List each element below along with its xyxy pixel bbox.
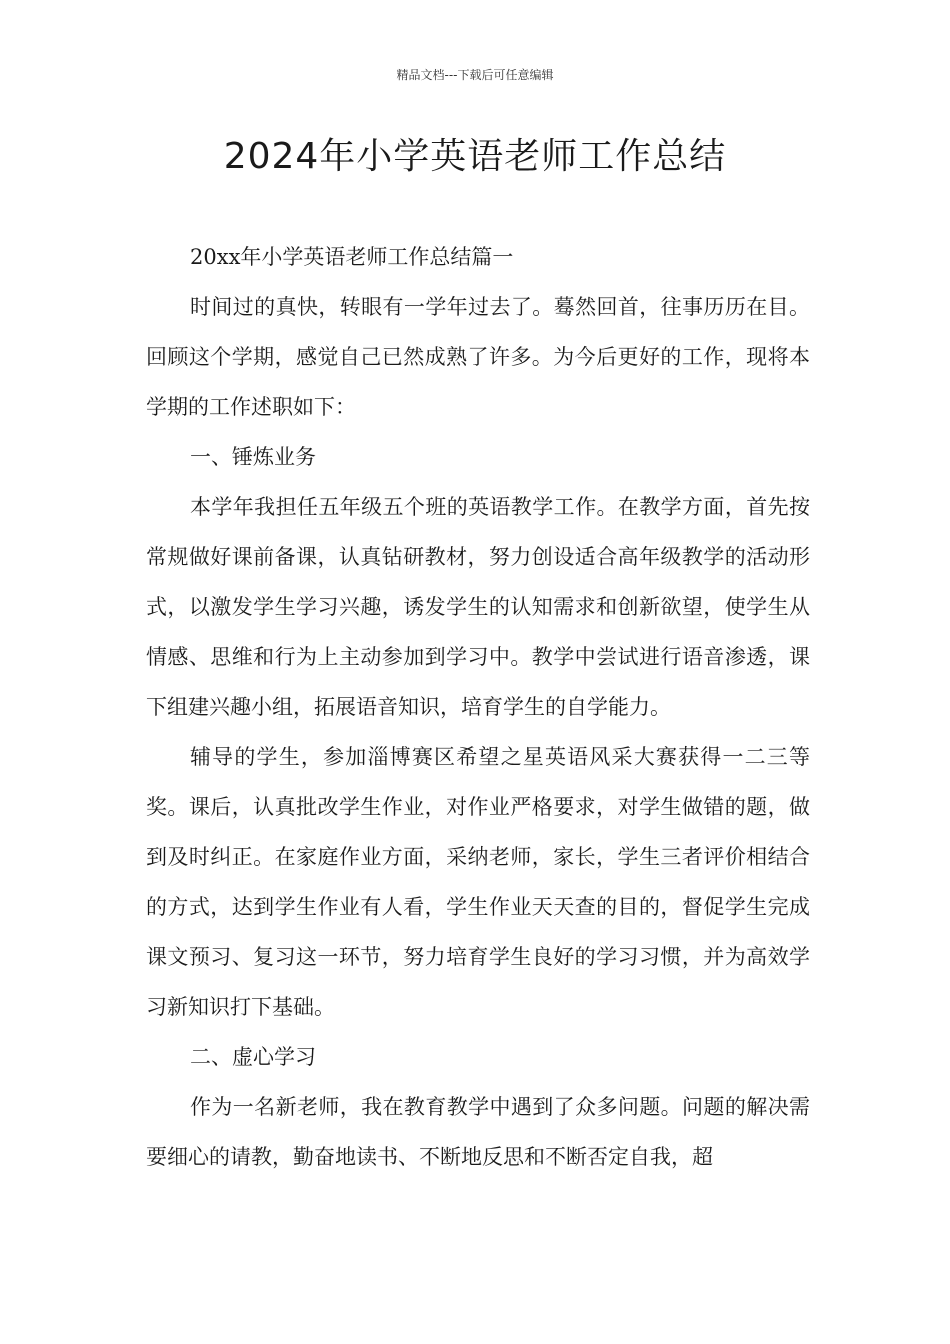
document-title: 2024年小学英语老师工作总结 (223, 136, 727, 177)
page-header: 精品文档---下载后可任意编辑 (396, 68, 554, 82)
body-paragraph: 作为一名新老师，我在教育教学中遇到了众多问题。问题的解决需要细心的请教，勤奋地读书、不断地反思和不断否定自我，超 (146, 1095, 810, 1169)
body-paragraph: 辅导的学生，参加淄博赛区希望之星英语风采大赛获得一二三等奖。课后，认真批改学生作业，对作业严格要求，对学生做错的题，做到及时纠正。在家庭作业方面，采纳老师，家长，学生三者评价相结合的方式，达到学生作业有人看，学生作业天天查的目的，督促学生完成课文预习、复习这一环节，努力培育学生良好的学习习惯，并为高效学习新知识打下基础。 (146, 745, 810, 1019)
body-paragraph: 本学年我担任五年级五个班的英语教学工作。在教学方面，首先按常规做好课前备课，认真钻研教材，努力创设适合高年级教学的活动形式，以激发学生学习兴趣，诱发学生的认知需求和创新欲望，使学生从情感、思维和行为上主动参加到学习中。教学中尝试进行语音渗透，课下组建兴趣小组，拓展语音知识，培育学生的自学能力。 (146, 495, 810, 719)
document-body (146, 232, 810, 1182)
subtitle-paragraph: 20xx年小学英语老师工作总结篇一 (190, 245, 514, 269)
section-heading: 二、虚心学习 (190, 1045, 316, 1069)
section-heading: 一、锤炼业务 (190, 445, 316, 469)
body-paragraph: 时间过的真快，转眼有一学年过去了。蓦然回首，往事历历在目。回顾这个学期，感觉自己已然成熟了许多。为今后更好的工作，现将本学期的工作述职如下： (146, 295, 810, 419)
